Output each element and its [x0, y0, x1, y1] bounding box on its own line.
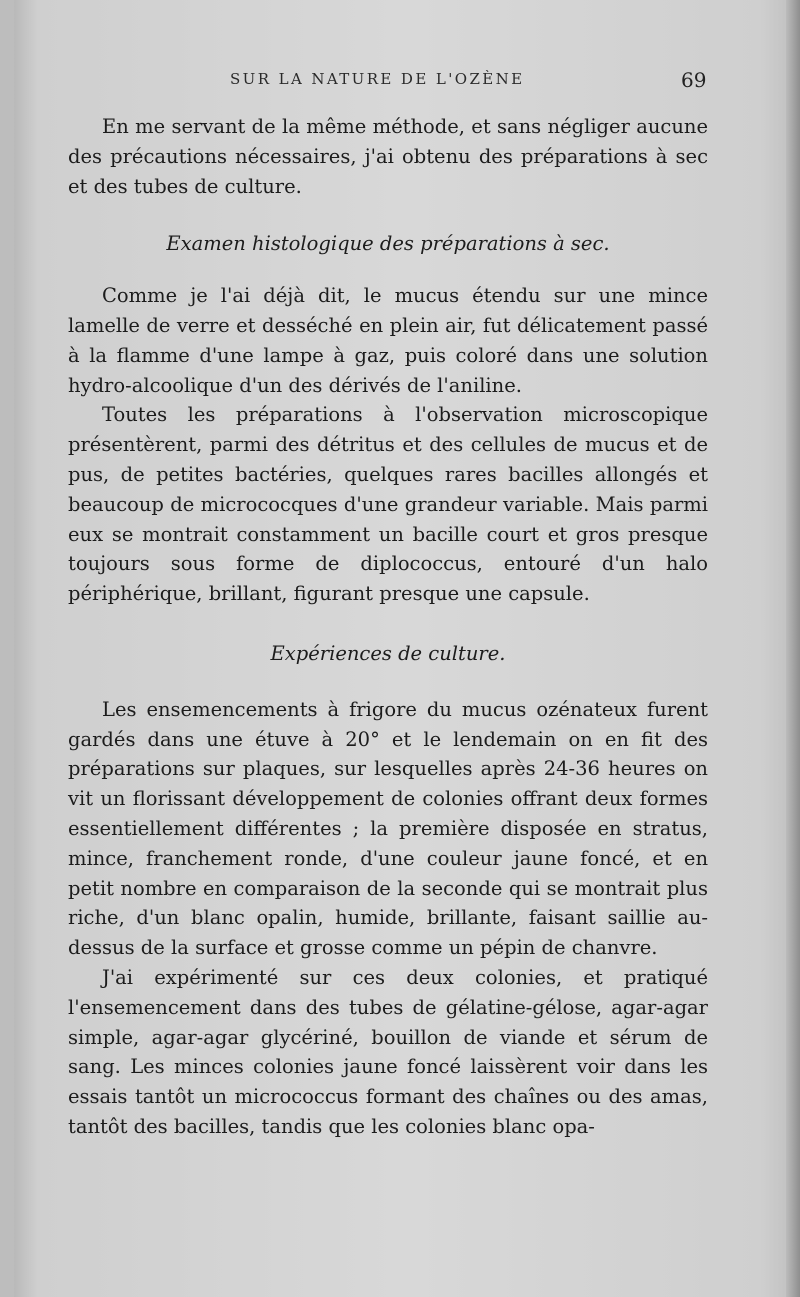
paragraph-2: Comme je l'ai déjà dit, le mucus étendu sur une mince lamelle de verre et desséché en plein air, fut délicatement passé à la flamme d'une lampe à gaz, puis coloré dans une solution hydro-alcoolique d'un des dérivés de l'aniline. — [68, 284, 708, 397]
body-text — [68, 112, 708, 1142]
paragraph-5: J'ai expérimenté sur ces deux colonies, et pratiqué l'ensemencement dans des tubes de gélatine-gélose, agar-agar simple, agar-agar glycériné, bouillon de viande et sérum de sang. Les minces colonies jaune foncé laissèrent voir dans les essais tantôt un micrococcus formant des chaînes ou des amas, tantôt des bacilles, tandis que les colonies blanc opa- — [68, 965, 708, 1138]
page-edge-shadow — [786, 0, 800, 1297]
page-number: 69 — [681, 68, 707, 92]
paragraph-4: Les ensemencements à frigore du mucus ozénateux furent gardés dans une étuve à 20° et le lendemain on en fit des préparations sur plaques, sur lesquelles après 24-36 heures on vit un florissant développement de colonies offrant deux formes essentiellement différentes ; la première disposée en stratus, mince, franchement ronde, d'une couleur jaune foncé, et en petit nombre en comparaison de la seconde qui se montrait plus riche, d'un blanc opalin, humide, brillante, faisant saillie au-dessus de la surface et grosse comme un pépin de chanvre. — [68, 697, 708, 960]
section-heading-culture: Expériences de culture. — [270, 641, 506, 665]
section-heading-histology: Examen histologique des préparations à sec. — [166, 232, 610, 256]
paragraph-3: Toutes les préparations à l'observation microscopique présentèrent, parmi des détritus et des cellules de mucus et de pus, de petites bactéries, quelques rares bacilles allongés et beaucoup de micrococques d'une grandeur variable. Mais parmi eux se montrait constamment un bacille court et gros presque toujours sous forme de diplococcus, entouré d'un halo périphérique, brillant, figurant presque une capsule. — [68, 403, 708, 606]
book-page — [14, 0, 800, 1297]
paragraph-1: En me servant de la même méthode, et sans négliger aucune des précautions nécessaires, j'ai obtenu des préparations à sec et des tubes de culture. — [68, 115, 708, 198]
running-header: SUR LA NATURE DE L'OZÈNE — [230, 70, 525, 88]
